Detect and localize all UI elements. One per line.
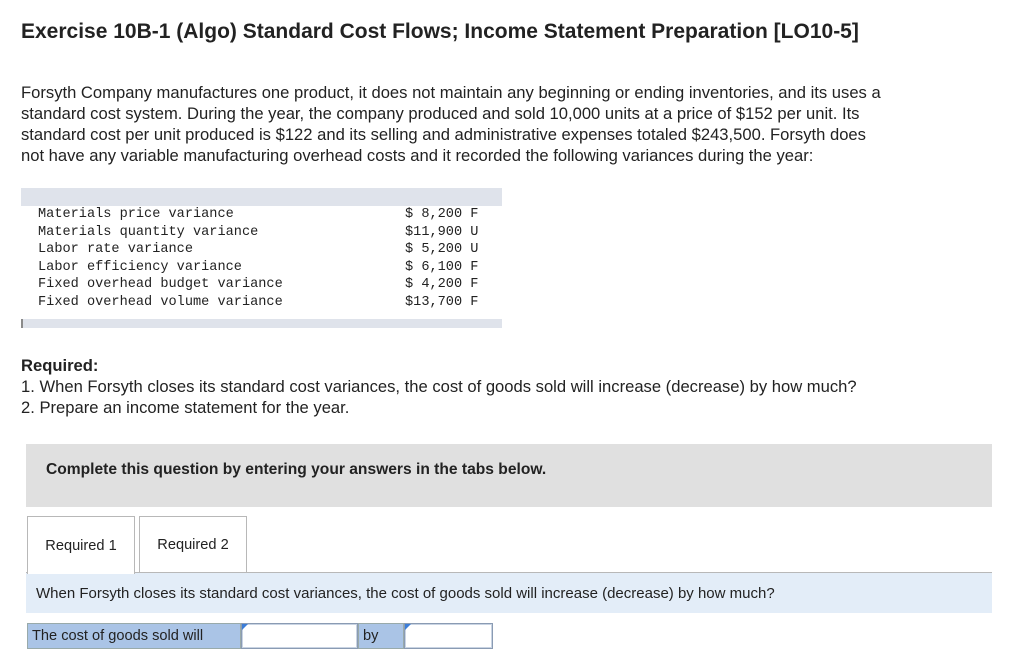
tab-required-2[interactable] bbox=[139, 516, 247, 573]
variance-row bbox=[38, 224, 479, 243]
variance-row bbox=[38, 259, 479, 278]
variance-name: Materials quantity variance bbox=[38, 224, 259, 240]
variance-name: Materials price variance bbox=[38, 207, 234, 222]
variance-amount: $11,900 U bbox=[405, 224, 479, 240]
instruction-text: Complete this question by entering your answers in the tabs below. bbox=[46, 461, 547, 478]
tab-required-1[interactable] bbox=[27, 516, 135, 574]
required-heading: Required: bbox=[21, 356, 99, 375]
amount-input[interactable] bbox=[404, 623, 493, 649]
variance-amount: $ 4,200 F bbox=[405, 277, 479, 293]
variance-name: Fixed overhead volume variance bbox=[38, 295, 283, 310]
variance-row bbox=[38, 277, 479, 295]
question-text: When Forsyth closes its standard cost variances, the cost of goods sold will increase (decrease) by how much? bbox=[36, 585, 775, 602]
description-line: not have any variable manufacturing overhead costs and it recorded the following variances during the year: bbox=[21, 146, 814, 165]
tab-label: Required 2 bbox=[157, 536, 229, 553]
question-panel bbox=[26, 572, 992, 613]
variance-name: Labor efficiency variance bbox=[38, 259, 242, 275]
required-item: 2. Prepare an income statement for the year. bbox=[21, 398, 350, 417]
problem-description bbox=[21, 82, 996, 166]
variance-amount: $ 5,200 U bbox=[405, 242, 479, 258]
description-line: standard cost system. During the year, the company produced and sold 10,000 units at a price of $152 per unit. Its bbox=[21, 104, 860, 123]
by-label: by bbox=[358, 623, 404, 649]
variance-row bbox=[38, 242, 479, 260]
instruction-banner bbox=[26, 444, 992, 507]
variance-amount: $ 8,200 F bbox=[405, 207, 479, 222]
exercise-title: Exercise 10B-1 (Algo) Standard Cost Flows; Income Statement Preparation [LO10-5] bbox=[21, 20, 859, 43]
table-header-bar bbox=[21, 188, 502, 206]
table-footer-bar bbox=[21, 319, 502, 328]
variance-amount: $13,700 F bbox=[405, 295, 479, 310]
tab-label: Required 1 bbox=[45, 537, 117, 554]
variance-amount: $ 6,100 F bbox=[405, 259, 479, 275]
variance-row bbox=[38, 207, 479, 225]
answer-label: The cost of goods sold will bbox=[27, 623, 241, 649]
variance-name: Labor rate variance bbox=[38, 242, 193, 258]
variance-row bbox=[38, 295, 479, 313]
variance-name: Fixed overhead budget variance bbox=[38, 277, 283, 293]
variance-table bbox=[21, 188, 502, 328]
description-line: standard cost per unit produced is $122 and its selling and administrative expenses totaled $243,500. Forsyth does bbox=[21, 125, 866, 144]
required-item: 1. When Forsyth closes its standard cost variances, the cost of goods sold will increase (decrease) by how much? bbox=[21, 377, 857, 396]
description-line: Forsyth Company manufactures one product, it does not maintain any beginning or ending inventories, and its uses a bbox=[21, 83, 881, 102]
increase-decrease-select[interactable] bbox=[241, 623, 358, 649]
